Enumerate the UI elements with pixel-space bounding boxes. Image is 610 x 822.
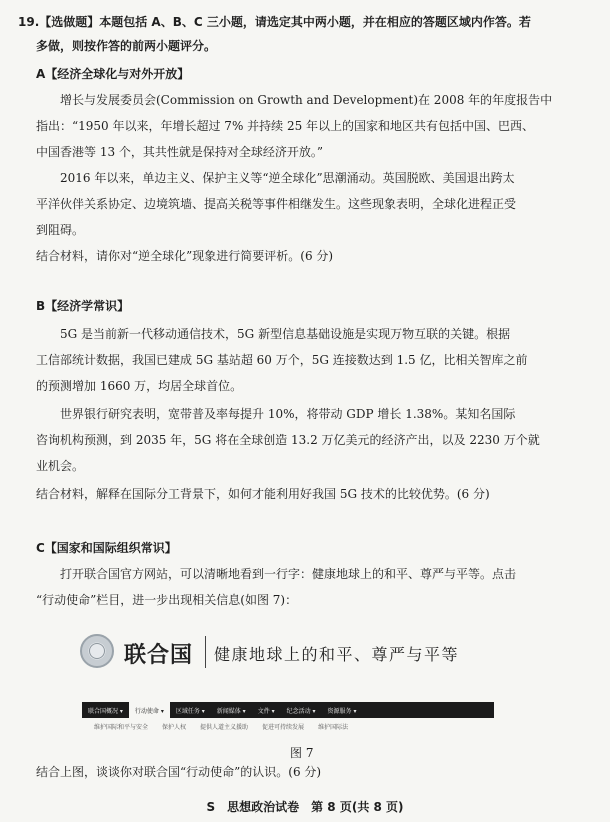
un-nav-bar bbox=[82, 702, 494, 718]
nav-item-regions[interactable]: 区域任务 ▾ bbox=[175, 707, 205, 715]
question-header: 19.【选做题】本题包括 A、B、C 三小题，请选定其中两小题，并在相应的答题区域内作答。若 bbox=[18, 15, 531, 29]
section-b-paragraph: 世界银行研究表明，宽带普及率每提升 10%，将带动 GDP 增长 1.38%。某知名国际 bbox=[60, 407, 516, 421]
subnav-item-international-law[interactable]: 维护国际法 bbox=[318, 724, 349, 731]
section-b-title: B【经济学常识】 bbox=[36, 299, 130, 313]
nav-item-news[interactable]: 新闻媒体 ▾ bbox=[216, 707, 246, 715]
section-a-title: A【经济全球化与对外开放】 bbox=[36, 67, 190, 81]
nav-item-about[interactable]: 联合国概况 ▾ bbox=[88, 707, 123, 715]
subnav-item-sustainable[interactable]: 促进可持续发展 bbox=[262, 724, 305, 731]
section-b-paragraph: 的预测增加 1660 万，均居全球首位。 bbox=[36, 379, 243, 393]
nav-item-events[interactable]: 纪念活动 ▾ bbox=[286, 707, 316, 715]
un-slogan: 健康地球上的和平、尊严与平等 bbox=[214, 645, 460, 664]
section-b-paragraph: 工信部统计数据，我国已建成 5G 基站超 60 万个，5G 连接数达到 1.5 亿，比相关智库之前 bbox=[36, 353, 528, 367]
section-c-paragraph: “行动使命”栏目，进一步出现相关信息(如图 7)： bbox=[36, 593, 298, 607]
section-a-paragraph: 指出：“1950 年以来，年增长超过 7% 并持续 25 年以上的国家和地区共有包括中国、巴西、 bbox=[36, 119, 535, 133]
subnav-item-human-rights[interactable]: 保护人权 bbox=[162, 724, 187, 731]
un-emblem-icon bbox=[80, 634, 114, 668]
banner-divider bbox=[205, 636, 206, 668]
un-banner bbox=[72, 630, 512, 674]
section-a-paragraph: 增长与发展委员会(Commission on Growth and Development)在 2008 年的年度报告中 bbox=[60, 93, 553, 107]
section-a-paragraph: 平洋伙伴关系协定、边境筑墙、提高关税等事件相继发生。这些现象表明，全球化进程正受 bbox=[36, 197, 517, 211]
nav-item-resources[interactable]: 资源服务 ▾ bbox=[327, 707, 357, 715]
un-subnav bbox=[82, 722, 506, 732]
section-a-paragraph: 中国香港等 13 个，其共性就是保持对全球经济开放。” bbox=[36, 145, 324, 159]
subnav-item-peace[interactable]: 维护国际和平与安全 bbox=[94, 724, 149, 731]
figure-un-website bbox=[72, 630, 512, 740]
section-a-paragraph: 到阻碍。 bbox=[36, 223, 85, 237]
section-b-task: 结合材料，解释在国际分工背景下，如何才能利用好我国 5G 技术的比较优势。(6 分) bbox=[36, 487, 490, 501]
section-a-paragraph: 2016 年以来，单边主义、保护主义等“逆全球化”思潮涌动。英国脱欧、美国退出跨太 bbox=[60, 171, 515, 185]
un-org-name: 联合国 bbox=[124, 643, 194, 668]
section-b-paragraph: 5G 是当前新一代移动通信技术，5G 新型信息基础设施是实现万物互联的关键。根据 bbox=[60, 327, 511, 341]
section-c-task: 结合上图，谈谈你对联合国“行动使命”的认识。(6 分) bbox=[36, 765, 322, 779]
question-header-cont: 多做，则按作答的前两小题评分。 bbox=[36, 39, 217, 53]
page-footer: S 思想政治试卷 第 8 页(共 8 页) bbox=[206, 800, 404, 814]
nav-item-documents[interactable]: 文件 ▾ bbox=[257, 707, 275, 715]
section-c-title: C【国家和国际组织常识】 bbox=[36, 541, 177, 555]
section-b-paragraph: 业机会。 bbox=[36, 459, 85, 473]
figure-caption: 图 7 bbox=[290, 746, 314, 760]
section-b-paragraph: 咨询机构预测，到 2035 年，5G 将在全球创造 13.2 万亿美元的经济产出，以及 2230 万个就 bbox=[36, 433, 540, 447]
subnav-item-humanitarian[interactable]: 提供人道主义援助 bbox=[200, 724, 249, 731]
nav-item-mission[interactable]: 行动使命 ▾ bbox=[129, 702, 170, 718]
section-a-task: 结合材料，请你对“逆全球化”现象进行简要评析。(6 分) bbox=[36, 249, 334, 263]
section-c-paragraph: 打开联合国官方网站，可以清晰地看到一行字：健康地球上的和平、尊严与平等。点击 bbox=[60, 567, 517, 581]
